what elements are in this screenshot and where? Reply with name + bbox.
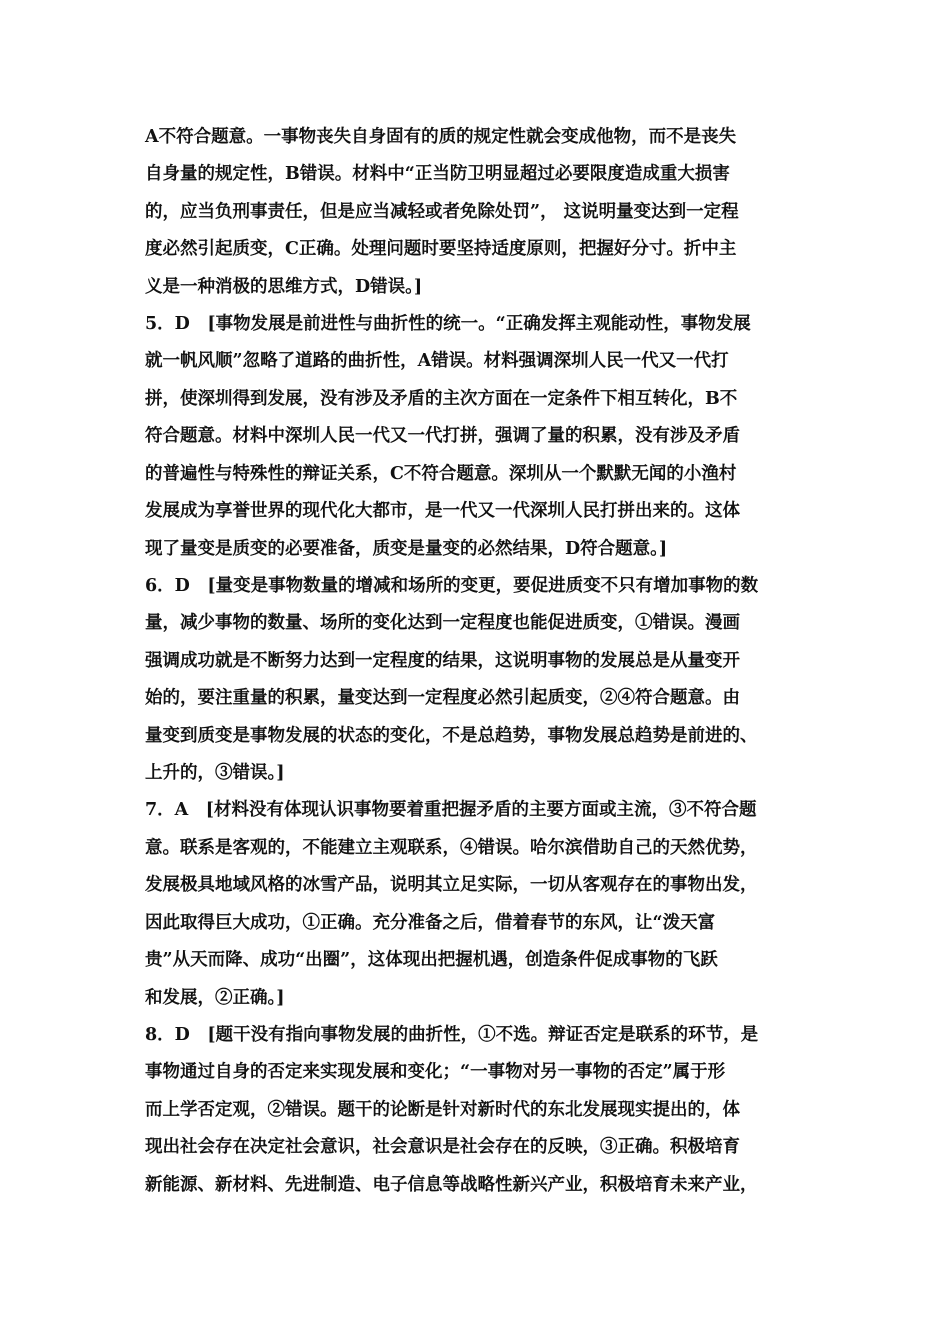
text-line: 和发展，②正确。]: [145, 988, 285, 1008]
text-line: 发展成为享誉世界的现代化大都市，是一代又一代深圳人民打拼出来的。这体: [145, 501, 740, 521]
text-line: 强调成功就是不断努力达到一定程度的结果，这说明事物的发展总是从量变开: [145, 651, 740, 671]
text-line: 现了量变是质变的必要准备，质变是量变的必然结果，D符合题意。]: [145, 539, 668, 559]
text-line: 拼，使深圳得到发展，没有涉及矛盾的主次方面在一定条件下相互转化，B不: [145, 389, 738, 409]
text-line: 度必然引起质变，C正确。处理问题时要坚持适度原则，把握好分寸。折中主: [145, 239, 737, 259]
text-line: 量变到质变是事物发展的状态的变化，不是总趋势，事物发展总趋势是前进的、: [145, 726, 758, 746]
answer-8-line: 8．D [题干没有指向事物发展的曲折性，①不选。辩证否定是联系的环节，是: [145, 1025, 759, 1045]
text-line: 贵”从天而降、成功“出圈”，这体现出把握机遇，创造条件促成事物的飞跃: [145, 950, 718, 970]
answer-7-line: 7．A [材料没有体现认识事物要着重把握矛盾的主要方面或主流，③不符合题: [145, 800, 757, 820]
text-line: 事物通过自身的否定来实现发展和变化；“一事物对另一事物的否定”属于形: [145, 1062, 726, 1082]
text-line: 上升的，③错误。]: [145, 763, 285, 783]
text-line: 的普遍性与特殊性的辩证关系，C不符合题意。深圳从一个默默无闻的小渔村: [145, 464, 737, 484]
answer-5-line: 5．D [事物发展是前进性与曲折性的统一。“正确发挥主观能动性，事物发展: [145, 314, 751, 334]
text-line: 义是一种消极的思维方式，D错误。]: [145, 277, 423, 297]
text-line: 而上学否定观，②错误。题干的论断是针对新时代的东北发展现实提出的，体: [145, 1100, 740, 1120]
text-line: 发展极具地域风格的冰雪产品，说明其立足实际，一切从客观存在的事物出发，: [145, 875, 758, 895]
text-line: 的，应当负刑事责任，但是应当减轻或者免除处罚”， 这说明量变达到一定程: [145, 202, 739, 222]
text-line: 意。联系是客观的，不能建立主观联系，④错误。哈尔滨借助自己的天然优势，: [145, 838, 758, 858]
text-line: 始的，要注重量的积累，量变达到一定程度必然引起质变，②④符合题意。由: [145, 688, 740, 708]
text-line: 就一帆风顺”忽略了道路的曲折性，A错误。材料强调深圳人民一代又一代打: [145, 351, 729, 371]
text-line: 现出社会存在决定社会意识，社会意识是社会存在的反映，③正确。积极培育: [145, 1137, 740, 1157]
text-line: 量，减少事物的数量、场所的变化达到一定程度也能促进质变，①错误。漫画: [145, 613, 740, 633]
text-line: A不符合题意。一事物丧失自身固有的质的规定性就会变成他物，而不是丧失: [145, 127, 737, 147]
text-line: 符合题意。材料中深圳人民一代又一代打拼，强调了量的积累，没有涉及矛盾: [145, 426, 740, 446]
text-line: 因此取得巨大成功，①正确。充分准备之后，借着春节的东风，让“泼天富: [145, 913, 716, 933]
answer-6-line: 6．D [量变是事物数量的增减和场所的变更，要促进质变不只有增加事物的数: [145, 576, 759, 596]
text-line: 新能源、新材料、先进制造、电子信息等战略性新兴产业，积极培育未来产业，: [145, 1175, 758, 1195]
text-line: 自身量的规定性，B错误。材料中“正当防卫明显超过必要限度造成重大损害: [145, 164, 730, 184]
